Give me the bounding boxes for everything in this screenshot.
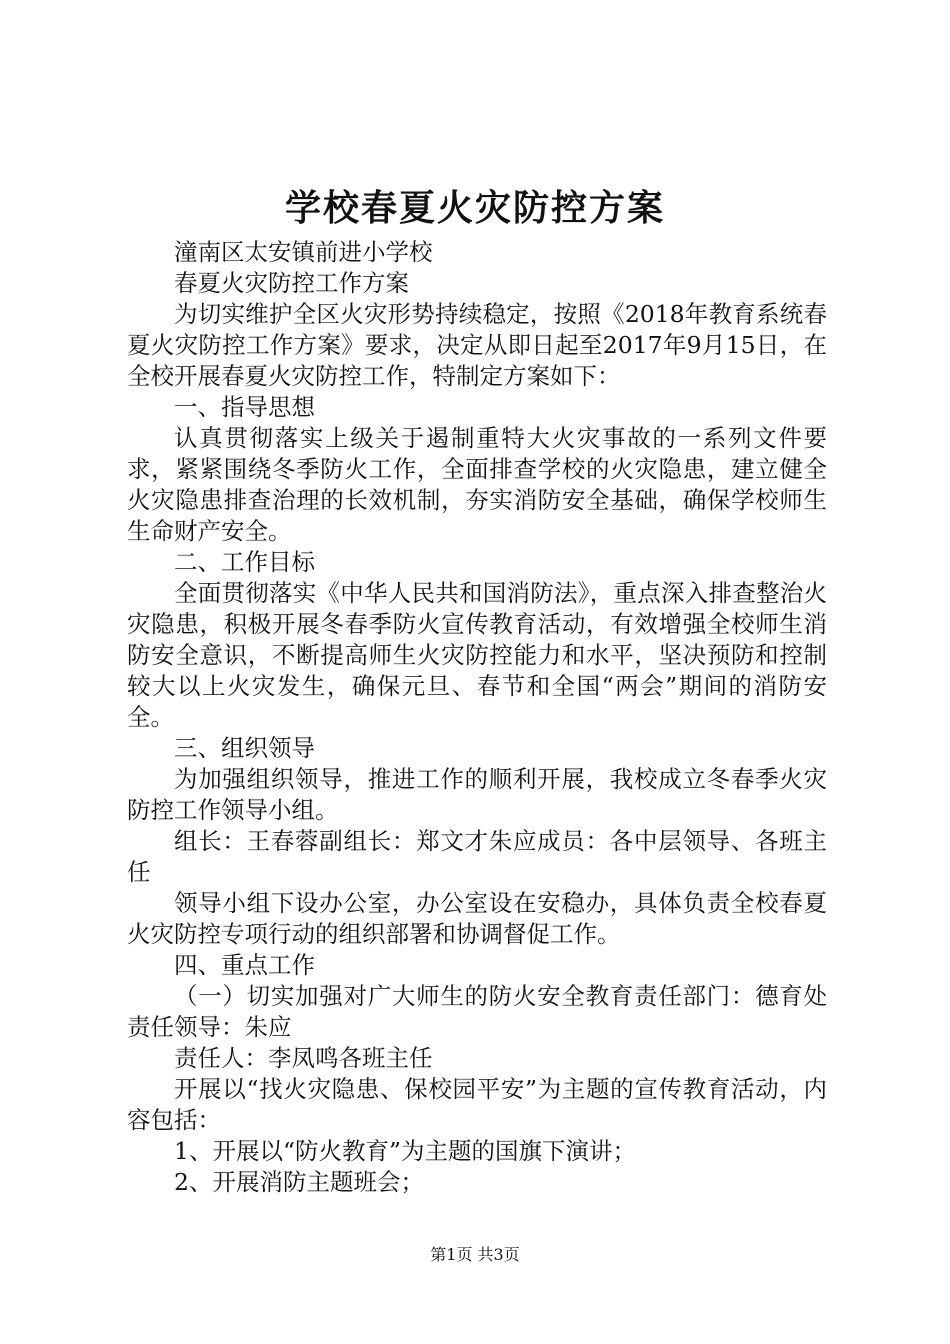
paragraph-guiding-idea: 认真贯彻落实上级关于遏制重特大火灾事故的一系列文件要求，紧紧围绕冬季防火工作，全面排查学校的火灾隐患，建立健全火灾隐患排查治理的长效机制，夯实消防安全基础，确保学校师生生命财产安全。: [127, 424, 827, 545]
heading-guiding-idea: 一、指导思想: [174, 393, 315, 421]
page-footer: 第1页 共3页: [430, 1245, 520, 1264]
heading-organization: 三、组织领导: [174, 734, 315, 762]
document-title: 学校春夏火灾防控方案: [284, 187, 665, 229]
heading-work-goal: 二、工作目标: [174, 548, 315, 576]
document-body: [127, 237, 827, 1198]
paragraph-intro: 为切实维护全区火灾形势持续稳定，按照《2018年教育系统春夏火灾防控工作方案》要求，决定从即日起至2017年9月15日，在全校开展春夏火灾防控工作，特制定方案如下：: [127, 300, 827, 390]
list-item-1: 1、开展以“防火教育”为主题的国旗下演讲；: [174, 1137, 636, 1165]
paragraph-key-work-1: （一）切实加强对广大师生的防火安全教育责任部门：德育处责任领导：朱应: [127, 982, 827, 1041]
paragraph-office: 领导小组下设办公室，办公室设在安稳办，具体负责全校春夏火灾防控专项行动的组织部署和协调督促工作。: [127, 889, 827, 948]
paragraph-responsible-person: 责任人：李凤鸣各班主任: [174, 1044, 433, 1072]
paragraph-activity: 开展以“找火灾隐患、保校园平安”为主题的宣传教育活动，内容包括：: [127, 1075, 827, 1134]
paragraph-work-goal: 全面贯彻落实《中华人民共和国消防法》，重点深入排查整治火灾隐患，积极开展冬春季防火宣传教育活动，有效增强全校师生消防安全意识，不断提高师生火灾防控能力和水平，坚决预防和控制较大以上火灾发生，确保元旦、春节和全国“两会”期间的消防安全。: [127, 579, 827, 731]
paragraph-school-name: 潼南区太安镇前进小学校: [174, 238, 433, 266]
paragraph-organization: 为加强组织领导，推进工作的顺利开展，我校成立冬春季火灾防控工作领导小组。: [127, 765, 827, 824]
paragraph-plan-name: 春夏火灾防控工作方案: [174, 269, 409, 297]
list-item-2: 2、开展消防主题班会；: [174, 1168, 424, 1196]
heading-key-work: 四、重点工作: [174, 951, 315, 979]
paragraph-leaders: 组长：王春蓉副组长：郑文才朱应成员：各中层领导、各班主任: [127, 827, 827, 886]
